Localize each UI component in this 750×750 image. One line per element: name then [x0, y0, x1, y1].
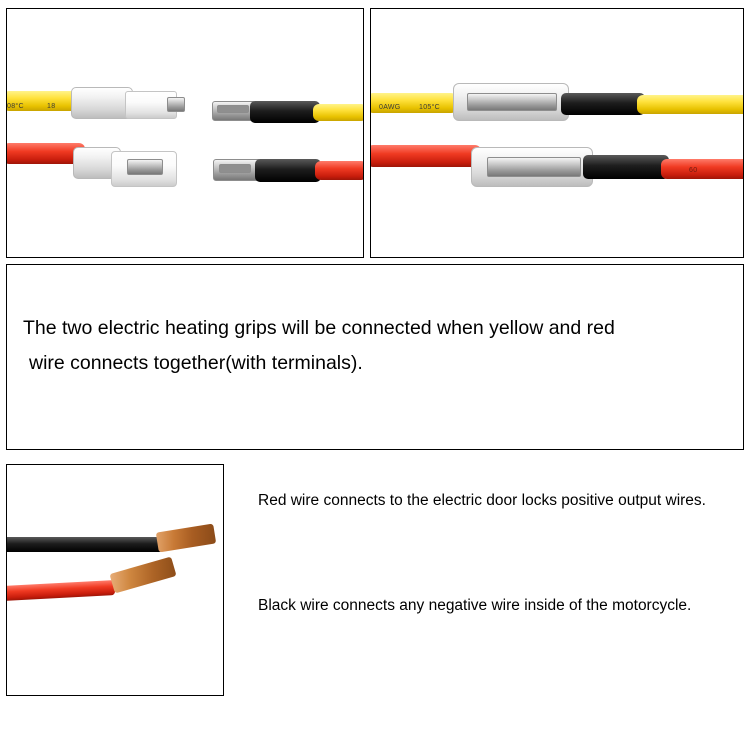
- joined-heatshrink-red: [583, 155, 669, 179]
- red-wire-bare: [6, 580, 115, 601]
- wire-label-105c: 105°C: [419, 104, 441, 111]
- wire-label-0awg: 0AWG: [379, 104, 401, 111]
- bare-wire-ends-photo: [6, 464, 224, 696]
- photo-row: [6, 8, 744, 258]
- instruction-line-2: wire connects together(with terminals).: [29, 352, 363, 374]
- yellow-wire-joined-right: [637, 95, 744, 114]
- connectors-joined-photo: [370, 8, 744, 258]
- wire-label-60: 60: [689, 167, 698, 174]
- joined-heatshrink-yellow: [561, 93, 645, 115]
- copper-strands-black-wire: [156, 524, 216, 553]
- copper-strands-red-wire: [109, 557, 176, 594]
- female-terminal-yellow-tab: [217, 105, 249, 113]
- instruction-line-1: The two electric heating grips will be connected when yellow and red: [23, 317, 615, 339]
- red-wire-right: [315, 161, 364, 180]
- terminal-tip-red: [127, 159, 163, 175]
- black-heatshrink-yellow: [250, 101, 320, 123]
- clear-sleeve-yellow: [71, 87, 133, 119]
- red-wire-instruction: Red wire connects to the electric door locks positive output wires.: [258, 492, 706, 509]
- red-wire-joined-right: [661, 159, 744, 179]
- wire-label-18: 18: [47, 103, 56, 110]
- black-wire-bare: [6, 537, 163, 552]
- terminal-tip-yellow: [167, 97, 185, 112]
- connectors-separated-photo: [6, 8, 364, 258]
- wire-label-08c: 08°C: [7, 103, 24, 110]
- main-instruction-box: [6, 264, 744, 450]
- yellow-wire-right: [313, 104, 364, 121]
- bottom-instruction-text: [258, 488, 718, 618]
- joined-terminal-red: [487, 157, 581, 177]
- red-wire-joined-left: [370, 145, 481, 167]
- black-wire-instruction: Black wire connects any negative wire inside of the motorcycle.: [258, 597, 692, 614]
- joined-terminal-yellow: [467, 93, 557, 111]
- black-heatshrink-red: [255, 159, 321, 182]
- female-terminal-red-tab: [219, 164, 251, 173]
